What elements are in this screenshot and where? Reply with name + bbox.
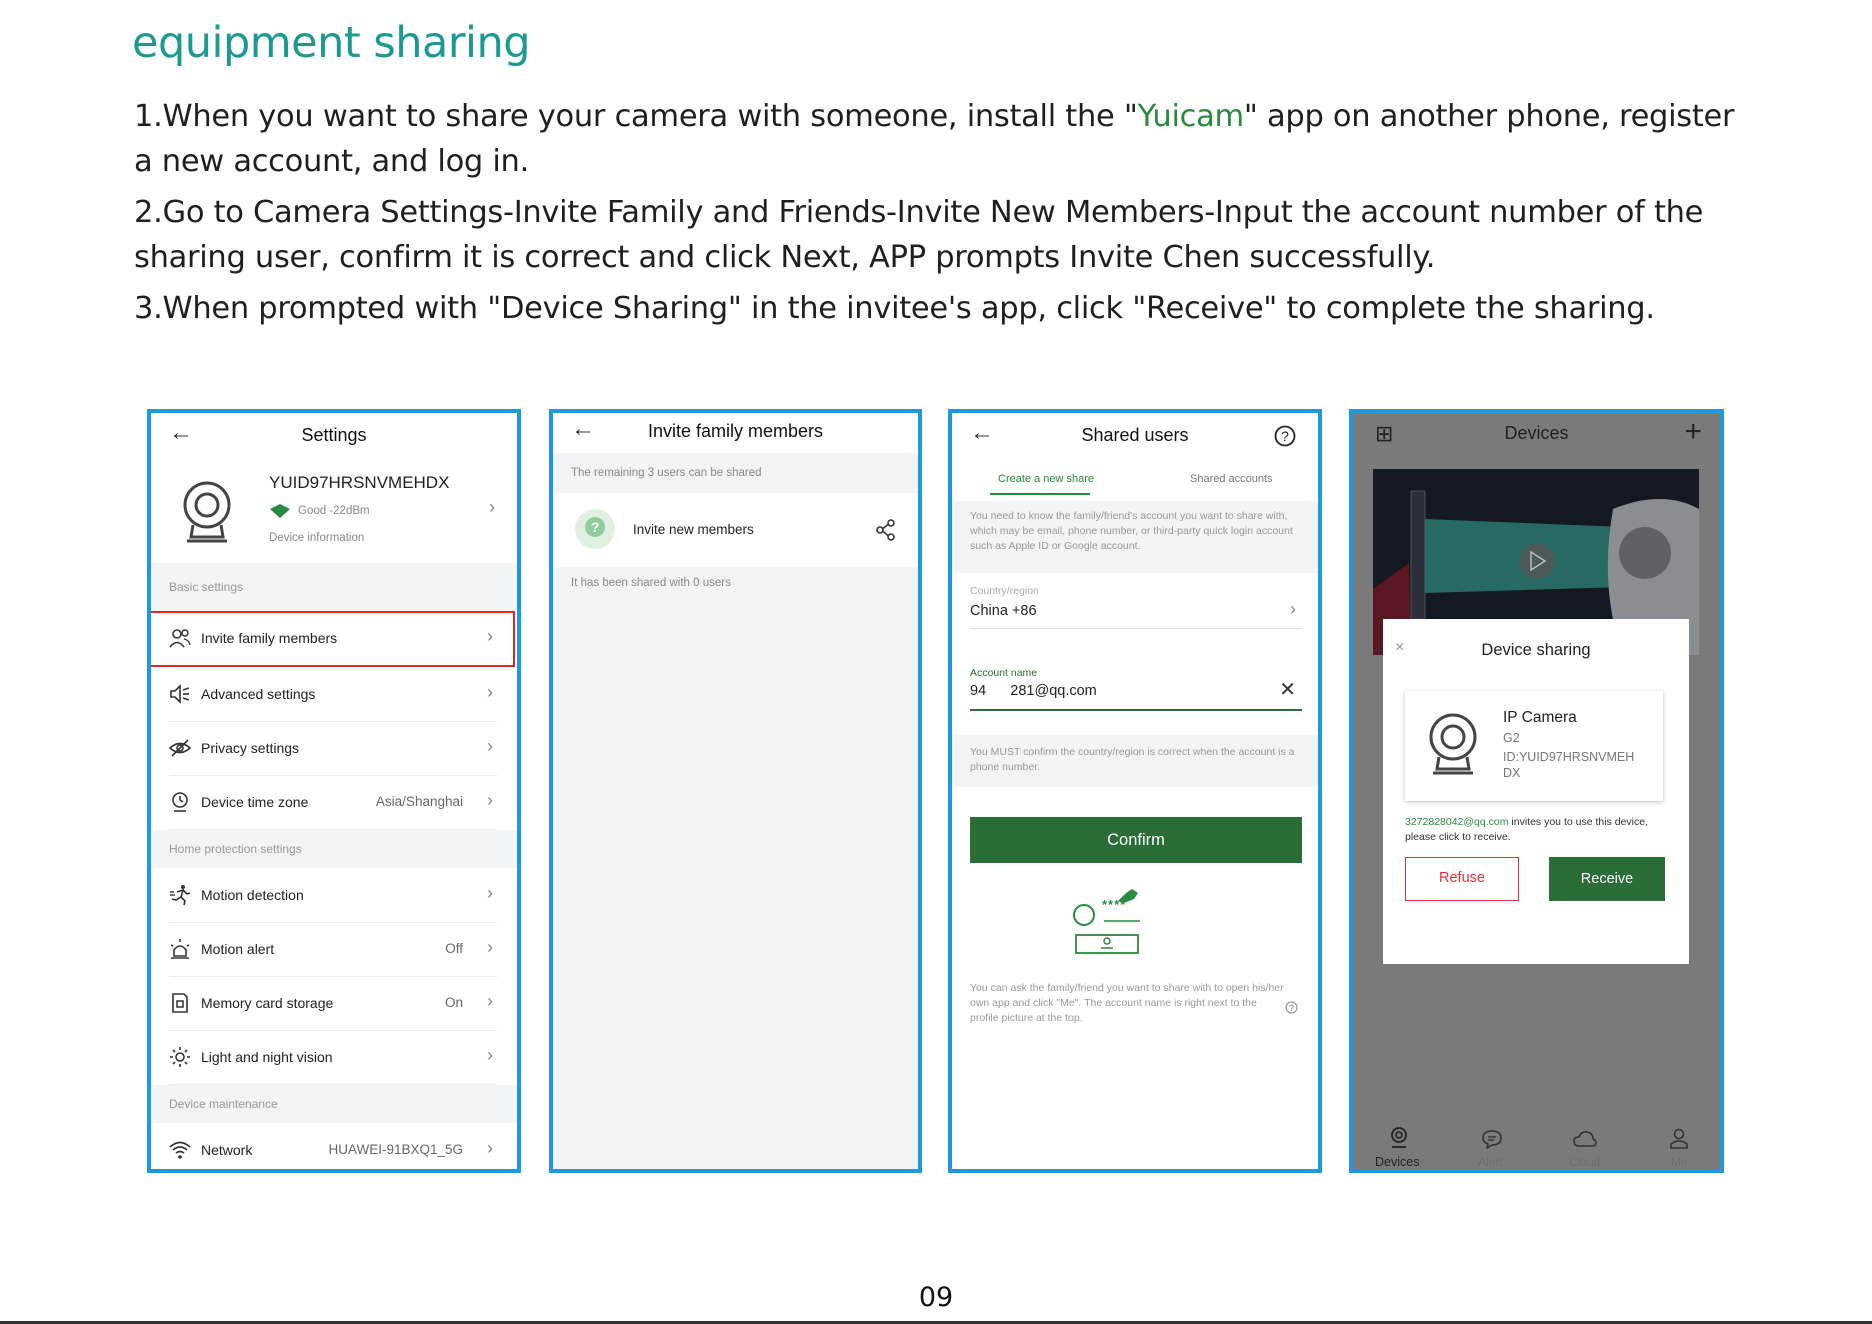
chevron-right-icon: › — [487, 626, 493, 646]
device-model: G2 — [1503, 731, 1520, 745]
app-name: Yuicam — [1137, 99, 1244, 134]
invite-new-members-label: Invite new members — [633, 522, 754, 537]
nav-me-label[interactable]: Me — [1671, 1155, 1688, 1169]
chevron-right-icon: › — [487, 1045, 493, 1065]
grid-icon[interactable]: ⊞ — [1375, 421, 1394, 446]
help-text: You can ask the family/friend you want to share with to open his/her own app and click "Me". The account name is right next to the profile picture at the top. — [970, 982, 1284, 1024]
screen-title: Settings — [301, 425, 367, 445]
account-label: Account name — [970, 667, 1038, 679]
step-1 — [134, 94, 1754, 184]
account-underline — [970, 709, 1302, 711]
share-icon[interactable] — [876, 519, 896, 541]
add-icon[interactable]: + — [1684, 415, 1702, 448]
clear-icon[interactable]: ✕ — [1279, 679, 1296, 701]
invite-new-members-row[interactable] — [553, 493, 918, 567]
motion-detection-label: Motion detection — [201, 887, 304, 903]
cloud-tab-icon[interactable] — [1573, 1130, 1597, 1148]
refuse-button[interactable]: Refuse — [1405, 857, 1519, 901]
screen-title: Invite family members — [647, 421, 824, 441]
shared-users-screenshot — [948, 409, 1322, 1173]
back-arrow-icon[interactable]: ← — [970, 419, 994, 446]
back-arrow-icon[interactable]: ← — [169, 419, 193, 446]
advanced-settings-label: Advanced settings — [201, 686, 316, 702]
chevron-right-icon: › — [487, 790, 493, 810]
alarm-light-icon — [169, 938, 191, 960]
motion-alert-row[interactable] — [169, 922, 497, 977]
wifi-signal-icon — [269, 503, 291, 519]
device-time-zone-row[interactable] — [169, 775, 497, 830]
device-id: YUID97HRSNVMEHDX — [269, 473, 450, 492]
network-label: Network — [201, 1142, 253, 1158]
close-icon[interactable]: × — [1395, 639, 1405, 656]
camera-icon — [1427, 711, 1479, 779]
device-sharing-screenshot — [1349, 409, 1724, 1173]
info-text: You need to know the family/friend's account you want to share with, which may be email, phone number, or third-party quick login account such as Apple ID or Google account. — [970, 510, 1293, 552]
country-value[interactable]: China +86 — [970, 603, 1037, 619]
must-confirm-text: You MUST confirm the country/region is correct when the account is a phone number. — [970, 746, 1295, 773]
chevron-right-icon: › — [489, 497, 495, 517]
instructions — [134, 94, 1754, 337]
memory-card-label: Memory card storage — [201, 995, 334, 1011]
chevron-right-icon: › — [1290, 599, 1296, 619]
motion-alert-value: Off — [445, 941, 463, 956]
chevron-right-icon: › — [487, 991, 493, 1011]
section-home-protection: Home protection settings — [151, 830, 517, 868]
chevron-right-icon: › — [487, 937, 493, 957]
settings-screenshot — [147, 409, 521, 1173]
info-band — [952, 501, 1318, 573]
device-sharing-dialog — [1383, 619, 1689, 964]
light-night-vision-label: Light and night vision — [201, 1049, 333, 1065]
country-label: Country/region — [970, 585, 1039, 597]
light-night-vision-row[interactable] — [169, 1030, 497, 1085]
privacy-settings-row[interactable] — [169, 721, 497, 776]
back-arrow-icon[interactable]: ← — [571, 415, 595, 442]
memory-card-row[interactable] — [169, 976, 497, 1031]
tab-create-new-share[interactable]: Create a new share — [998, 473, 1094, 485]
inviter-email: 3272828042@qq.com — [1405, 816, 1509, 828]
network-value: HUAWEI-91BXQ1_5G — [328, 1142, 463, 1157]
password-stars: **** — [1102, 897, 1127, 912]
question-icon: ? — [585, 517, 605, 537]
screen-title: Devices — [1504, 423, 1569, 443]
device-name: IP Camera — [1503, 709, 1577, 726]
step-1-text-end: " app on another phone, register a new account, and log in. — [134, 99, 1735, 179]
account-illustration-icon — [1072, 883, 1144, 955]
account-input[interactable]: 94 281@qq.com — [970, 683, 1097, 699]
page-number: 09 — [918, 1282, 954, 1313]
nav-alert-label[interactable]: Alert — [1478, 1155, 1503, 1169]
step-3: 3.When prompted with "Device Sharing" in the invitee's app, click "Receive" to complete the sharing. — [134, 291, 1655, 326]
highlight-box — [149, 611, 515, 667]
nav-devices-label[interactable]: Devices — [1375, 1155, 1420, 1169]
running-person-icon — [169, 884, 191, 906]
receive-button[interactable]: Receive — [1549, 857, 1665, 901]
tab-shared-accounts[interactable]: Shared accounts — [1190, 473, 1273, 485]
speaker-settings-icon — [169, 683, 191, 705]
device-card — [1405, 691, 1663, 801]
me-tab-icon[interactable] — [1669, 1128, 1689, 1150]
screen-title: Shared users — [1081, 425, 1189, 445]
motion-detection-row[interactable] — [169, 868, 497, 923]
signal-strength: Good -22dBm — [298, 505, 370, 517]
network-row[interactable] — [169, 1123, 497, 1173]
nav-cloud-label[interactable]: Cloud — [1569, 1155, 1601, 1169]
device-tab-icon[interactable] — [1389, 1127, 1409, 1149]
eye-off-icon — [169, 737, 191, 759]
help-icon[interactable] — [1274, 425, 1296, 447]
divider — [970, 628, 1302, 629]
motion-alert-label: Motion alert — [201, 941, 275, 957]
chevron-right-icon: › — [487, 1138, 493, 1158]
dialog-title: Device sharing — [1481, 641, 1591, 659]
invite-message — [1405, 815, 1665, 845]
svg-text:?: ? — [1281, 428, 1289, 444]
chevron-right-icon: › — [487, 682, 493, 702]
section-basic: Basic settings — [151, 563, 517, 611]
wifi-icon — [169, 1139, 191, 1161]
step-2: 2.Go to Camera Settings-Invite Family and Friends-Invite New Members-Input the account number of the sharing user, confirm it is correct and click Next, APP prompts Invite Chen successfully. — [134, 195, 1704, 275]
invite-text: invites you to use this device, please click to receive. — [1405, 816, 1648, 843]
sun-moon-icon — [169, 1046, 191, 1068]
active-tab-indicator — [990, 493, 1090, 495]
must-confirm-band — [952, 735, 1318, 787]
invite-members-screenshot — [549, 409, 922, 1173]
shared-with-text: It has been shared with 0 users — [571, 577, 731, 589]
remaining-users-text: The remaining 3 users can be shared — [571, 467, 762, 479]
section-device-maintenance: Device maintenance — [151, 1085, 517, 1123]
chevron-right-icon: › — [487, 736, 493, 756]
advanced-settings-row[interactable] — [169, 667, 497, 722]
device-info-link[interactable]: Device information — [269, 532, 365, 544]
svg-text:?: ? — [1288, 1003, 1295, 1013]
help-small-icon — [1285, 1001, 1298, 1014]
step-1-text: 1.When you want to share your camera with someone, install the " — [134, 99, 1138, 134]
invite-family-label: Invite family members — [201, 630, 338, 646]
page-heading: equipment sharing — [132, 18, 531, 68]
device-id: ID:YUID97HRSNVMEHDX — [1503, 750, 1635, 780]
alert-tab-icon[interactable] — [1482, 1129, 1502, 1149]
camera-icon — [181, 479, 233, 545]
time-zone-value: Asia/Shanghai — [375, 794, 463, 809]
chevron-right-icon: › — [487, 883, 493, 903]
privacy-settings-label: Privacy settings — [201, 740, 300, 756]
sd-card-icon — [169, 992, 191, 1014]
memory-card-value: On — [444, 995, 463, 1010]
device-time-zone-label: Device time zone — [201, 794, 309, 810]
clock-pin-icon — [169, 791, 191, 813]
confirm-button[interactable]: Confirm — [970, 817, 1302, 863]
